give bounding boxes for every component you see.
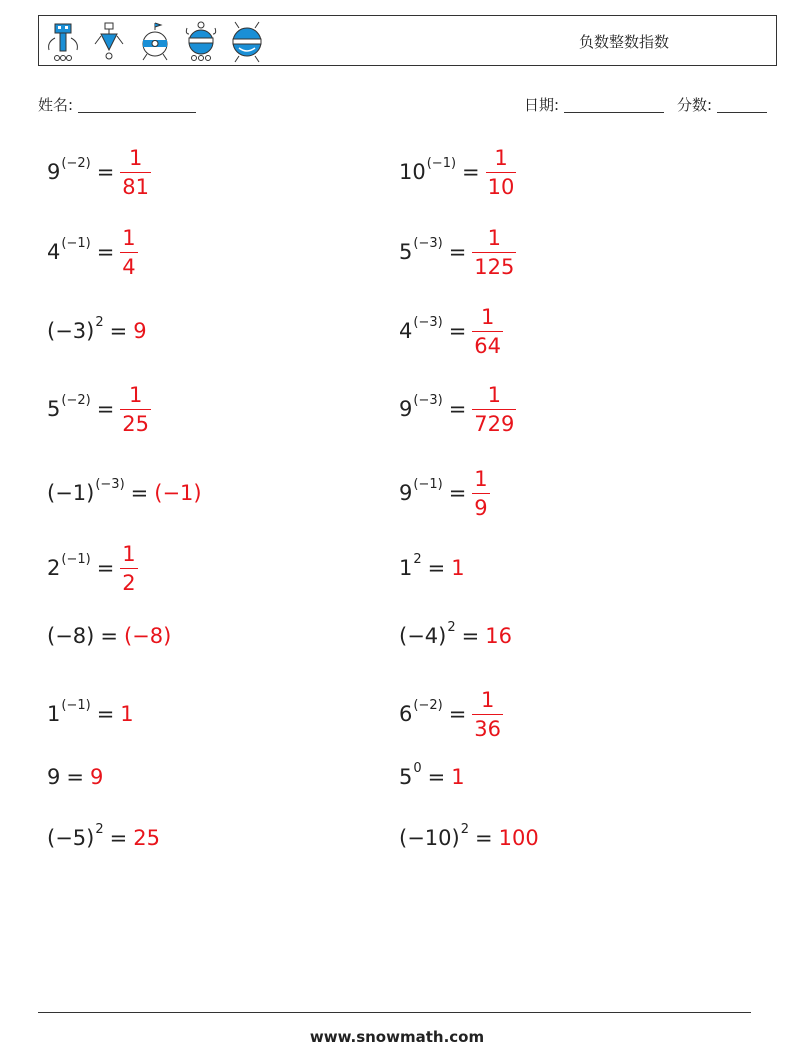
equals-sign: = (96, 240, 115, 264)
answer-fraction (472, 466, 489, 521)
robot-2-icon (89, 20, 129, 64)
date-label: 日期: (524, 96, 560, 114)
answer-value: (−8) (123, 624, 172, 648)
answer-value: 25 (133, 826, 160, 850)
problem-item (399, 606, 512, 666)
name-blank (78, 97, 196, 113)
problem-base: 9 (399, 397, 413, 421)
equals-sign: = (427, 556, 446, 580)
problem-item (399, 301, 503, 361)
answer-fraction (472, 687, 503, 742)
problem-item (399, 463, 490, 523)
problem-exponent: (−3) (95, 476, 125, 492)
problem-base: 1 (47, 702, 61, 726)
answer-fraction (472, 304, 503, 359)
fraction-denominator: 81 (120, 172, 151, 200)
name-field (38, 94, 196, 115)
answer-value: 100 (498, 826, 539, 850)
problem-exponent: (−1) (61, 551, 91, 567)
problem-base: (−5) (47, 826, 95, 850)
equals-sign: = (448, 319, 467, 343)
equals-sign: = (96, 397, 115, 421)
problem-item (399, 808, 539, 868)
equals-sign: = (96, 702, 115, 726)
answer-value: 16 (485, 624, 512, 648)
problem-base: 5 (47, 397, 61, 421)
problem-item (399, 379, 516, 439)
problem-item (47, 301, 147, 361)
header-box (38, 15, 777, 66)
fraction-denominator: 125 (472, 252, 516, 280)
answer-fraction (486, 145, 517, 200)
name-label: 姓名: (38, 96, 74, 114)
problem-base: 6 (399, 702, 413, 726)
problem-base: (−8) (47, 624, 95, 648)
problem-exponent: 2 (447, 619, 456, 635)
equals-sign: = (109, 319, 128, 343)
robot-4-icon (181, 20, 221, 64)
equals-sign: = (462, 160, 480, 184)
equals-sign: = (448, 397, 467, 421)
problem-base: 9 (47, 765, 61, 789)
answer-fraction (472, 225, 516, 280)
problem-item (47, 684, 134, 744)
problem-base: 5 (399, 765, 413, 789)
robot-3-icon (135, 20, 175, 64)
problem-item (47, 606, 171, 666)
problem-base: 4 (47, 240, 61, 264)
footer-divider (38, 1012, 751, 1013)
fraction-numerator: 1 (480, 304, 495, 329)
problem-base: 9 (47, 160, 61, 184)
answer-value: 1 (120, 702, 134, 726)
problem-exponent: 2 (413, 551, 422, 567)
problem-base: 5 (399, 240, 413, 264)
equals-sign: = (130, 481, 149, 505)
problem-base: (−3) (47, 319, 95, 343)
fraction-denominator: 9 (472, 493, 489, 521)
equals-sign: = (448, 702, 467, 726)
date-blank (564, 97, 664, 113)
problem-exponent: 2 (460, 821, 469, 837)
fraction-denominator: 64 (472, 331, 503, 359)
problem-exponent: 2 (95, 821, 104, 837)
problem-base: (−4) (399, 624, 447, 648)
equals-sign: = (96, 556, 115, 580)
answer-fraction (120, 541, 137, 596)
worksheet-title: 负数整数指数 (579, 33, 670, 51)
problem-exponent: (−1) (426, 155, 457, 171)
score-field (677, 94, 767, 115)
fraction-numerator: 1 (487, 225, 502, 250)
problem-exponent: (−3) (413, 392, 443, 408)
equals-sign: = (448, 240, 467, 264)
fraction-denominator: 36 (472, 714, 503, 742)
fraction-numerator: 1 (487, 382, 502, 407)
problem-exponent: (−1) (61, 235, 91, 251)
problem-exponent: (−3) (413, 314, 443, 330)
problem-exponent: 2 (95, 314, 104, 330)
answer-fraction (472, 382, 516, 437)
problem-item (47, 142, 151, 202)
answer-value: 9 (89, 765, 104, 789)
fraction-numerator: 1 (128, 382, 143, 407)
equals-sign: = (96, 160, 115, 184)
footer-url: www.snowmath.com (309, 1028, 485, 1046)
equals-sign: = (448, 481, 467, 505)
problem-item (47, 747, 103, 807)
robot-5-icon (227, 20, 267, 64)
problem-item (399, 538, 465, 598)
answer-value: (−1) (154, 481, 202, 505)
problem-exponent: 0 (413, 760, 422, 776)
problem-base: 1 (399, 556, 413, 580)
fraction-numerator: 1 (122, 225, 136, 250)
equals-sign: = (109, 826, 128, 850)
problem-exponent: (−1) (61, 697, 91, 713)
answer-fraction (120, 145, 151, 200)
answer-value: 1 (451, 765, 465, 789)
robot-1-icon (43, 20, 83, 64)
problem-base: 4 (399, 319, 413, 343)
problem-item (47, 463, 202, 523)
problem-exponent: (−1) (413, 476, 443, 492)
problem-exponent: (−2) (413, 697, 443, 713)
fraction-numerator: 1 (480, 687, 495, 712)
problem-exponent: (−2) (61, 155, 91, 171)
answer-value: 9 (133, 319, 147, 343)
equals-sign: = (427, 765, 446, 789)
problem-item (47, 379, 151, 439)
problem-item (399, 684, 503, 744)
problem-base: 10 (399, 160, 426, 184)
fraction-numerator: 1 (474, 466, 488, 491)
equals-sign: = (100, 624, 118, 648)
answer-fraction (120, 225, 137, 280)
equals-sign: = (66, 765, 84, 789)
problem-exponent: (−2) (61, 392, 91, 408)
problem-base: 2 (47, 556, 61, 580)
problem-item (399, 747, 465, 807)
answer-fraction (120, 382, 151, 437)
answer-value: 1 (451, 556, 465, 580)
score-label: 分数: (677, 96, 713, 114)
fraction-numerator: 1 (494, 145, 508, 170)
fraction-denominator: 729 (472, 409, 516, 437)
problem-item (47, 538, 138, 598)
problem-base: 9 (399, 481, 413, 505)
fraction-numerator: 1 (128, 145, 143, 170)
fraction-numerator: 1 (122, 541, 136, 566)
fraction-denominator: 10 (486, 172, 517, 200)
problem-item (47, 222, 138, 282)
fraction-denominator: 4 (120, 252, 137, 280)
problem-exponent: (−3) (413, 235, 443, 251)
score-blank (717, 97, 767, 113)
problem-base: (−1) (47, 481, 95, 505)
equals-sign: = (461, 624, 480, 648)
fraction-denominator: 25 (120, 409, 151, 437)
date-field (524, 94, 664, 115)
problem-base: (−10) (399, 826, 460, 850)
fraction-denominator: 2 (120, 568, 137, 596)
equals-sign: = (474, 826, 493, 850)
problem-item (399, 142, 516, 202)
problem-item (399, 222, 516, 282)
problem-item (47, 808, 160, 868)
